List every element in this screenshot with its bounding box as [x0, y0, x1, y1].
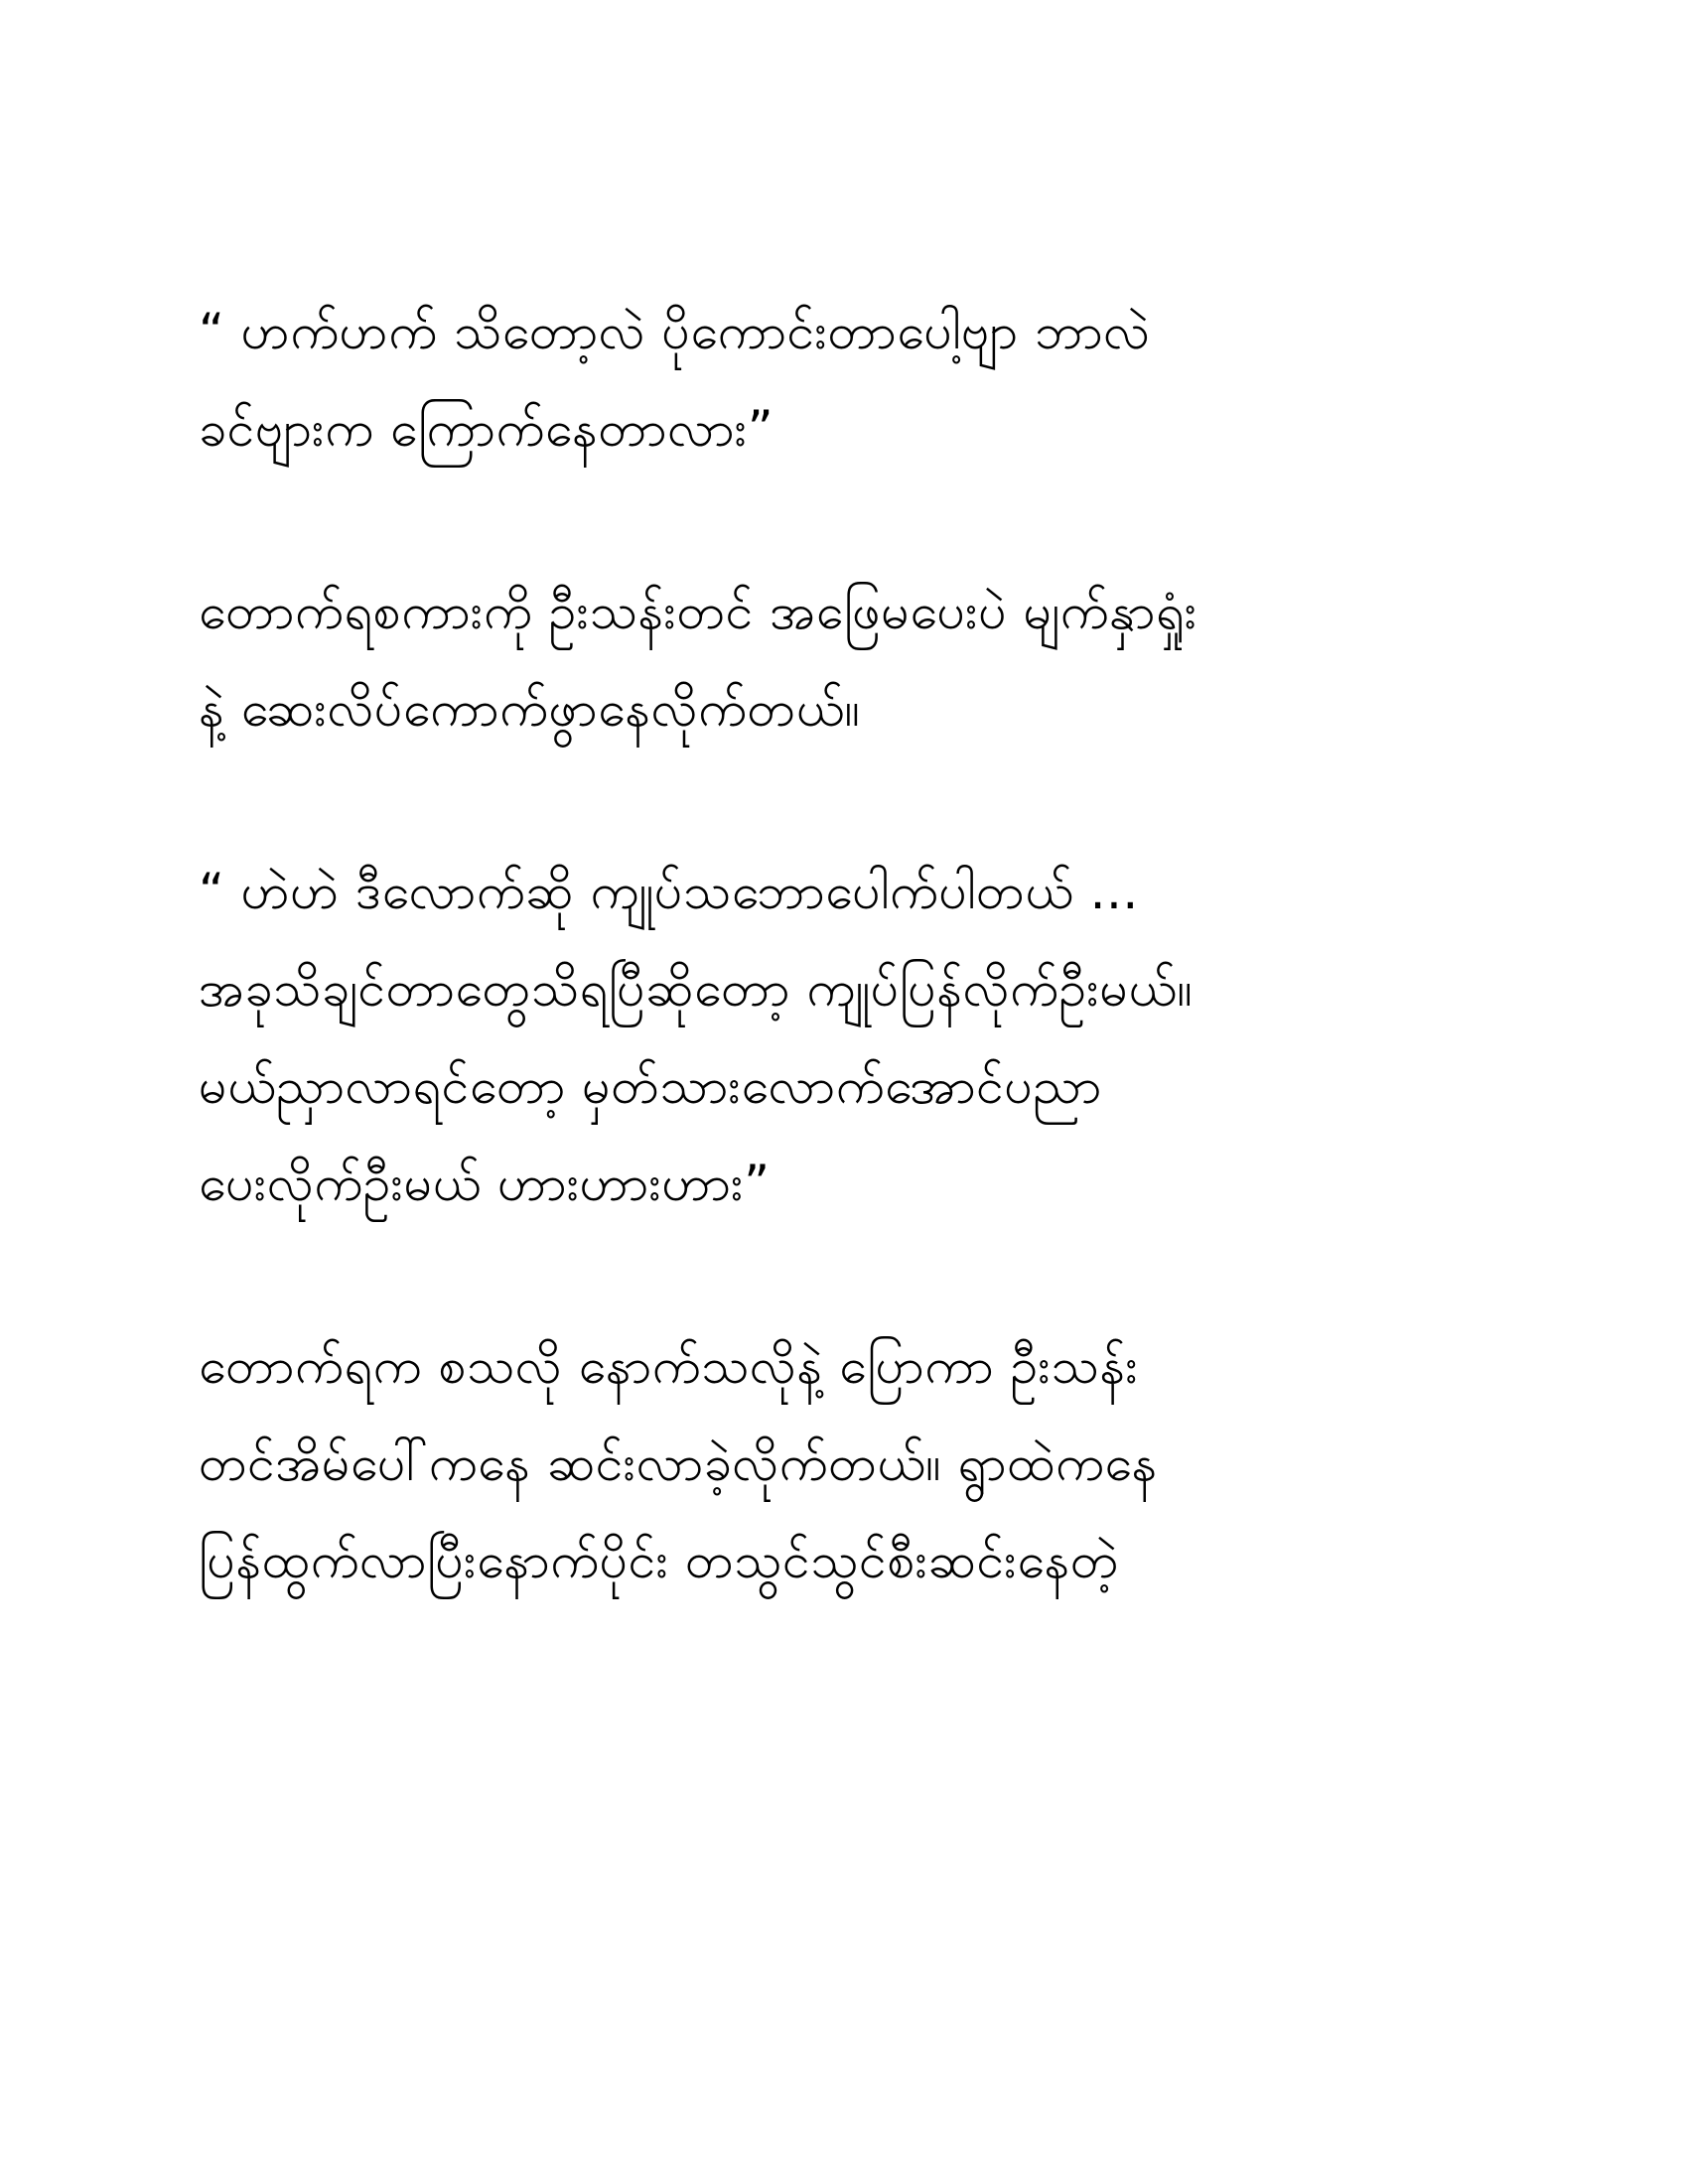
text-line: အခုသိချင်တာတွေသိရပြီဆိုတော့ ကျုပ်ပြန်လိုက်ဦးမယ်။: [199, 960, 1194, 1018]
paragraph-4: [199, 1317, 1489, 1609]
paragraph-3: [199, 843, 1489, 1232]
text-line: တောက်ရက စသလို နောက်သလိုနဲ့ ပြောကာ ဦးသန်း: [199, 1337, 1139, 1395]
text-line: ပြန်ထွက်လာပြီးနောက်ပိုင်း တသွင်သွင်စီးဆင်းနေတဲ့: [199, 1532, 1120, 1589]
paragraph-1: [199, 283, 1489, 478]
text-line: ခင်ဗျားက ကြောက်နေတာလား”: [199, 400, 774, 458]
text-line: မယ်ညှာလာရင်တော့ မှတ်သားလောက်အောင်ပညာ: [199, 1057, 1102, 1115]
text-line: ပေးလိုက်ဦးမယ် ဟားဟားဟား”: [199, 1155, 771, 1212]
text-line: “ ဟဲဟဲ ဒီလောက်ဆို ကျုပ်သဘောပေါက်ပါတယ် ...: [199, 863, 1139, 920]
text-line: တင်အိမ်ပေါ်ကနေ ဆင်းလာခဲ့လိုက်တယ်။ ရွာထဲကနေ: [199, 1434, 1158, 1492]
text-line: နဲ့ ဆေးလိပ်ကောက်ဖွာနေလိုက်တယ်။: [199, 680, 861, 738]
document-body: [199, 283, 1489, 1695]
text-line: “ ဟက်ဟက် သိတော့လဲ ပိုကောင်းတာပေါ့ဗျာ ဘာလဲ: [199, 303, 1151, 360]
paragraph-2: [199, 563, 1489, 757]
text-line: တောက်ရစကားကို ဦးသန်းတင် အဖြေမပေးပဲ မျက်နှာရှုံး: [199, 583, 1197, 640]
